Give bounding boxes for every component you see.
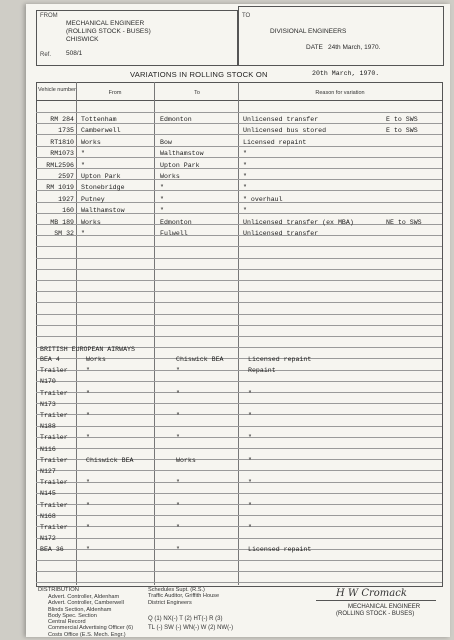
ref-label: Ref.	[40, 52, 52, 58]
cell-vehicle: N172	[40, 535, 56, 543]
table-row	[26, 535, 450, 545]
cell-vehicle: RM 284	[50, 116, 74, 123]
cell-vehicle: Trailer	[40, 389, 68, 397]
cell-to: Edmonton	[160, 218, 192, 226]
distribution-item: Central Record	[48, 619, 86, 626]
cell-extra: NE to SWS	[386, 218, 422, 226]
cell-reason: "	[243, 173, 247, 180]
cell-reason: "	[243, 150, 247, 158]
table-rule-line	[36, 571, 442, 572]
codes-line-2: TL (-) SW (-) WN(-) W (2) NW(-)	[148, 625, 234, 631]
distribution-item: Advert. Controller, Camberwell	[48, 600, 124, 607]
date-value: 24th March, 1970.	[328, 44, 381, 51]
cell-vehicle: Trailer	[40, 456, 68, 464]
table-rule-line	[36, 302, 442, 303]
table-rule-line	[36, 582, 442, 583]
cell-from: "	[86, 389, 90, 397]
table-row	[26, 139, 450, 149]
cell-reason: "	[243, 184, 247, 192]
cell-reason: Unlicensed bus stored	[243, 127, 327, 135]
distribution-item: Body Spec. Section	[48, 612, 97, 619]
cell-vehicle: RM1073	[50, 150, 74, 158]
table-rule-line	[36, 246, 442, 247]
cell-extra: E to SWS	[386, 116, 418, 123]
cell-to: "	[176, 434, 180, 442]
bea-heading: BRITISH EUROPEAN AIRWAYS	[40, 346, 135, 353]
cell-to: "	[176, 412, 180, 419]
cell-to: Bow	[160, 138, 172, 146]
table-row	[26, 546, 450, 556]
cell-vehicle: Trailer	[40, 434, 68, 442]
cell-reason: "	[243, 207, 247, 215]
page-title: VARIATIONS IN ROLLING STOCK ON	[130, 70, 268, 79]
cell-from: "	[86, 434, 90, 442]
table-rule-line	[36, 112, 442, 113]
cell-from: Works	[81, 138, 101, 146]
cell-from: Putney	[81, 195, 105, 203]
table-row	[26, 196, 450, 206]
cell-vehicle: Trailer	[40, 479, 68, 487]
table-row	[26, 207, 450, 217]
table-rule-line	[36, 325, 442, 326]
cell-to: "	[176, 479, 180, 487]
cell-from: Upton Park	[81, 173, 121, 180]
table-row	[26, 423, 450, 433]
cell-vehicle: 160	[62, 207, 74, 215]
cell-reason: Licensed repaint	[243, 138, 307, 146]
cell-reason: " overhaul	[243, 195, 283, 203]
table-rule-line	[36, 560, 442, 561]
cell-vehicle: Trailer	[40, 367, 68, 375]
table-row	[26, 219, 450, 229]
cell-from: "	[86, 367, 90, 375]
cell-vehicle: N188	[40, 423, 56, 431]
table-row	[26, 367, 450, 377]
cell-to: Upton Park	[160, 161, 200, 169]
cell-to: "	[160, 195, 164, 203]
table-row	[26, 162, 450, 172]
table-rule-line	[36, 336, 442, 337]
cell-from: Works	[86, 356, 106, 363]
signature-title: MECHANICAL ENGINEER	[348, 604, 421, 610]
table-rule-line	[36, 314, 442, 315]
table-row	[26, 434, 450, 444]
cell-reason: Unlicensed transfer (ex MBA)	[243, 218, 354, 226]
distribution-item: Advert. Controller, Aldenham	[48, 594, 120, 600]
table-row	[26, 513, 450, 523]
from-line-2: (ROLLING STOCK - BUSES)	[66, 28, 151, 35]
table-rule-line	[36, 269, 442, 270]
cell-vehicle: Trailer	[40, 501, 68, 509]
table-row	[26, 502, 450, 512]
cell-vehicle: N170	[40, 378, 56, 386]
from-label: FROM	[40, 13, 58, 19]
cell-to: "	[176, 524, 180, 531]
cell-from: Camberwell	[81, 127, 121, 135]
cell-reason: Unlicensed transfer	[243, 116, 319, 123]
header-rule	[36, 100, 442, 101]
cell-to: Edmonton	[160, 116, 192, 123]
cell-vehicle: N145	[40, 490, 56, 498]
distribution-middle	[148, 587, 219, 606]
cell-from: Chiswick BEA	[86, 456, 134, 464]
table-rule-line	[36, 291, 442, 292]
cell-reason: "	[248, 524, 252, 531]
cell-vehicle: BEA 36	[40, 546, 64, 554]
cell-to: "	[176, 389, 180, 397]
distribution-item: Blinds Section, Aldenham	[48, 606, 112, 613]
table-row	[26, 524, 450, 534]
table-row	[26, 457, 450, 467]
cell-vehicle: 1927	[58, 195, 74, 203]
cell-to: Walthamstow	[160, 150, 204, 158]
distribution-item: Costs Office (E.S. Mech. Engr.)	[48, 631, 126, 637]
cell-vehicle: 1735	[58, 127, 74, 135]
cell-vehicle: MB 189	[50, 218, 74, 226]
cell-extra: E to SWS	[386, 127, 418, 135]
cell-reason: Licensed repaint	[248, 546, 312, 554]
title-date: 20th March, 1970.	[312, 70, 380, 77]
cell-vehicle: RM 1019	[46, 184, 74, 192]
cell-from: "	[81, 161, 85, 169]
cell-reason: Unlicensed transfer	[243, 230, 319, 237]
table-row	[26, 230, 450, 240]
table-row	[26, 116, 450, 126]
table-row	[26, 378, 450, 388]
date-label: DATE	[306, 44, 323, 51]
cell-vehicle: BEA 4	[40, 356, 60, 363]
cell-from: "	[81, 230, 85, 237]
cell-to: "	[160, 207, 164, 215]
cell-to: "	[176, 546, 180, 554]
cell-from: Stonebridge	[81, 184, 125, 192]
from-line-1: MECHANICAL ENGINEER	[66, 20, 145, 27]
distribution-list	[48, 594, 133, 637]
table-row	[26, 390, 450, 400]
cell-vehicle: Trailer	[40, 524, 68, 531]
cell-from: "	[81, 150, 85, 158]
cell-to: "	[176, 501, 180, 509]
cell-vehicle: RT1810	[50, 138, 74, 146]
cell-reason: "	[243, 161, 247, 169]
cell-from: "	[86, 501, 90, 509]
cell-from: Works	[81, 218, 101, 226]
cell-from: Tottenham	[81, 116, 117, 123]
cell-to: Works	[160, 173, 180, 180]
col-header-reason: Reason for variation	[315, 90, 365, 96]
cell-from: "	[86, 524, 90, 531]
cell-from: "	[86, 412, 90, 419]
cell-reason: "	[248, 501, 252, 509]
table-row	[26, 490, 450, 500]
table-row	[26, 184, 450, 194]
distribution-item: Commercial Advertising Officer (6)	[48, 625, 134, 632]
cell-reason: "	[248, 389, 252, 397]
cell-vehicle: N168	[40, 512, 56, 520]
cell-vehicle: N173	[40, 400, 56, 408]
cell-vehicle: N116	[40, 445, 56, 453]
distribution-item: Schedules Supt. (R.S.)	[148, 587, 205, 593]
col-header-vehicle: Vehicle number	[38, 87, 76, 93]
from-line-3: CHISWICK	[66, 36, 99, 43]
cell-to: "	[176, 367, 180, 375]
table-row	[26, 479, 450, 489]
signature-rule	[316, 600, 436, 601]
to-label: TO	[242, 13, 251, 19]
cell-reason: "	[248, 479, 252, 487]
table-row	[26, 468, 450, 478]
col-header-to: To	[194, 90, 200, 96]
distribution-heading: DISTRIBUTION	[38, 587, 79, 593]
cell-to: Works	[176, 456, 196, 464]
distribution-item: District Engineers	[148, 599, 192, 606]
cell-vehicle: RML2596	[46, 161, 74, 169]
cell-vehicle: Trailer	[40, 412, 68, 419]
cell-reason: "	[248, 412, 252, 419]
table-row	[26, 150, 450, 160]
to-value: DIVISIONAL ENGINEERS	[270, 28, 347, 35]
table-rule-line	[36, 258, 442, 259]
table-row	[26, 356, 450, 366]
table-rule-line	[36, 280, 442, 281]
table-row	[26, 446, 450, 456]
distribution-item: Traffic Auditor, Griffith House	[148, 593, 220, 600]
cell-reason: Licensed repaint	[248, 356, 312, 363]
cell-reason: "	[248, 456, 252, 464]
cell-from: "	[86, 479, 90, 487]
cell-to: "	[160, 184, 164, 192]
codes-line-1: Q (1) NX(-) T (2) HT(-) R (3)	[148, 616, 223, 622]
table-row	[26, 401, 450, 411]
table-row	[26, 412, 450, 422]
table-row	[26, 127, 450, 137]
cell-to: Fulwell	[160, 230, 188, 237]
ref-value: 508/1	[66, 50, 83, 57]
cell-reason: "	[248, 434, 252, 442]
cell-from: Walthamstow	[81, 207, 125, 215]
cell-vehicle: SM 32	[54, 230, 74, 237]
cell-reason: Repaint	[248, 367, 276, 375]
signature-subtitle: (ROLLING STOCK - BUSES)	[336, 611, 415, 617]
to-box	[238, 6, 444, 66]
cell-vehicle: 2597	[58, 173, 74, 180]
signature-scrawl: H W Cromack	[336, 588, 407, 599]
cell-to: Chiswick BEA	[176, 356, 224, 363]
cell-from: "	[86, 546, 90, 554]
cell-vehicle: N127	[40, 468, 56, 475]
table-row	[26, 173, 450, 183]
col-header-from: From	[108, 90, 122, 96]
memo-sheet	[26, 4, 450, 637]
